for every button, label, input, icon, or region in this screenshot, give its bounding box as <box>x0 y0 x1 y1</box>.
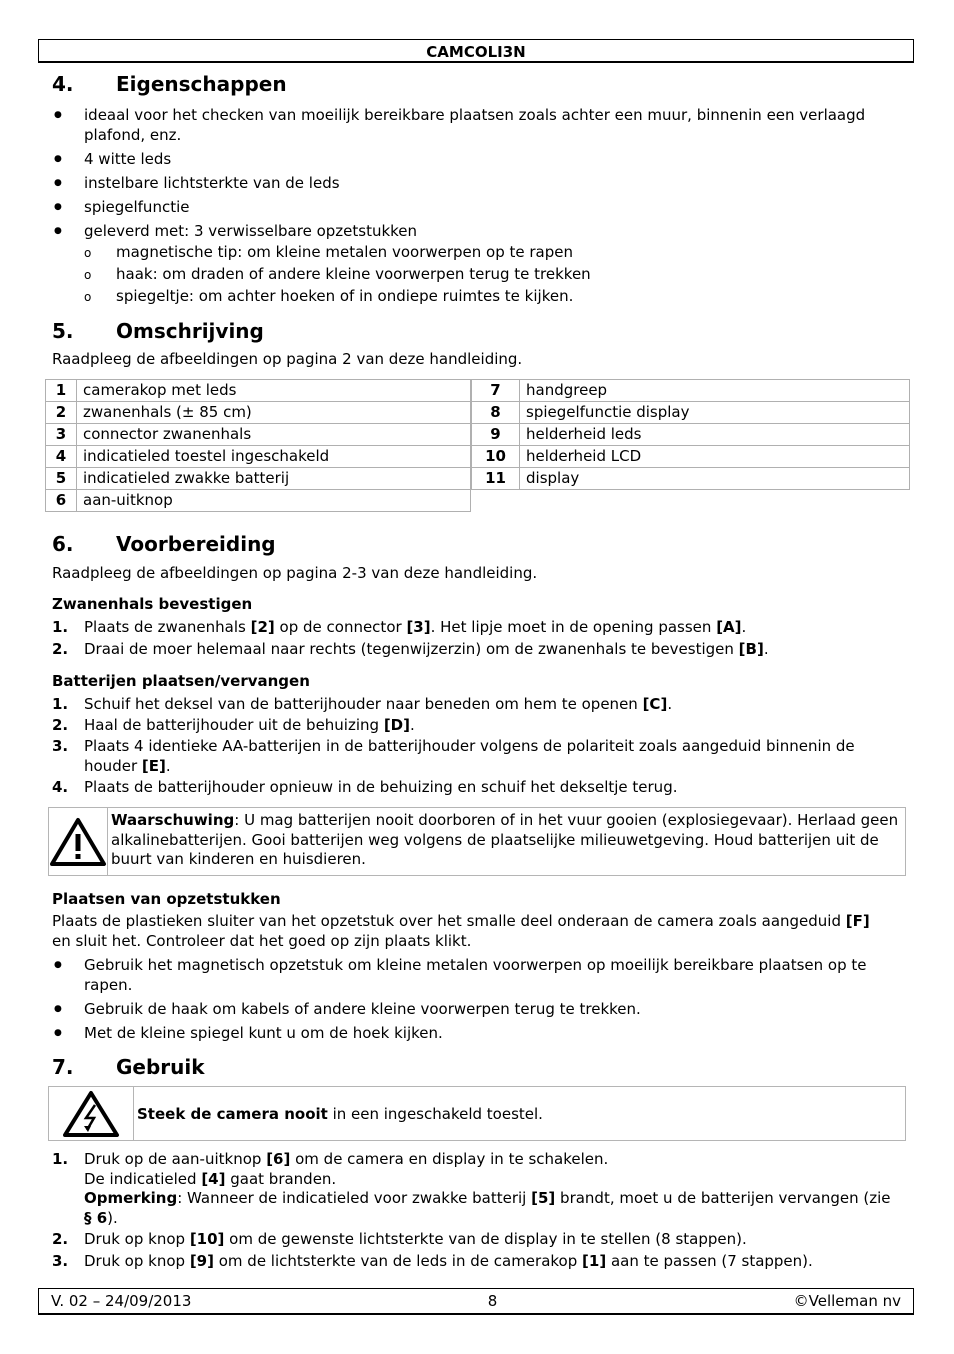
list-item: 1. Plaats de zwanenhals [2] op de connector [3]. Het lipje moet in de opening passen [A]. <box>52 618 747 636</box>
list-item: ● geleverd met: 3 verwisselbare opzetstukken <box>52 221 892 241</box>
table-row: 10 helderheid LCD <box>472 446 910 468</box>
subheading-attachments: Plaatsen van opzetstukken <box>52 890 281 908</box>
table-row: 9 helderheid leds <box>472 424 910 446</box>
sub-list-item: o haak: om draden of andere kleine voorwerpen terug te trekken <box>52 263 892 285</box>
subheading-gooseneck: Zwanenhals bevestigen <box>52 595 253 613</box>
list-item: ● instelbare lichtsterkte van de leds <box>52 173 892 193</box>
sub-list-item: o spiegeltje: om achter hoeken of in ondiepe ruimtes te kijken. <box>52 285 892 307</box>
warning-text: Waarschuwing: U mag batterijen nooit doorboren of in het vuur gooien (explosiegevaar). Herlaad geen alkalinebatterijen. Gooi batterijen weg volgens de plaatselijke milieuwetgeving. Houd batterijen uit de buurt van kinderen en huisdieren. <box>111 811 899 868</box>
list-item: 3. Druk op knop [9] om de lichtsterkte van de leds in de camerakop [1] aan te passen (7 stappen). <box>52 1252 813 1270</box>
usage-steps <box>52 1150 897 1271</box>
battery-warning-box <box>48 807 906 876</box>
table-row: 11 display <box>472 468 910 490</box>
parts-table-right <box>471 379 910 490</box>
list-item: ● ideaal voor het checken van moeilijk bereikbare plaatsen zoals achter een muur, binnenin een verlaagd plafond, enz. <box>52 105 892 145</box>
list-item: ● Met de kleine spiegel kunt u om de hoek kijken. <box>52 1023 897 1043</box>
section-6-intro: Raadpleeg de afbeeldingen op pagina 2-3 van deze handleiding. <box>52 564 538 582</box>
table-row: 2 zwanenhals (± 85 cm) <box>46 402 471 424</box>
section-4-features <box>52 105 892 307</box>
footer-copyright: ©Velleman nv <box>793 1292 901 1310</box>
table-row: 5 indicatieled zwakke batterij <box>46 468 471 490</box>
attachments-list <box>52 955 897 1043</box>
list-item: ● Gebruik de haak om kabels of andere kleine voorwerpen terug te trekken. <box>52 999 897 1019</box>
warning-triangle-icon <box>49 808 108 875</box>
section-7-heading: 7. Gebruik <box>52 1055 205 1079</box>
list-item: 1. Schuif het deksel van de batterijhouder naar beneden om hem te openen [C]. <box>52 695 673 713</box>
list-item: ● Gebruik het magnetisch opzetstuk om kleine metalen voorwerpen op moeilijk bereikbare plaatsen op te rapen. <box>52 955 897 995</box>
table-row: 8 spiegelfunctie display <box>472 402 910 424</box>
list-item: 2. Draai de moer helemaal naar rechts (tegenwijzerzin) om de zwanenhals te bevestigen [B]. <box>52 640 769 658</box>
table-row: 4 indicatieled toestel ingeschakeld <box>46 446 471 468</box>
table-row: 1 camerakop met leds <box>46 380 471 402</box>
electric-warning-text: Steek de camera nooit in een ingeschakeld toestel. <box>137 1104 543 1123</box>
list-item: ● spiegelfunctie <box>52 197 892 217</box>
page-header: CAMCOLI3N <box>38 39 914 63</box>
section-5-heading: 5. Omschrijving <box>52 319 264 343</box>
table-row: 6 aan-uitknop <box>46 490 471 512</box>
list-item: 4. Plaats de batterijhouder opnieuw in de behuizing en schuif het dekseltje terug. <box>52 778 678 796</box>
section-6-heading: 6. Voorbereiding <box>52 532 276 556</box>
attachments-paragraph: Plaats de plastieken sluiter van het opzetstuk over het smalle deel onderaan de camera zoals aangeduid [F] en sluit het. Controleer dat het goed op zijn plaats klikt. <box>52 912 870 950</box>
subheading-batteries: Batterijen plaatsen/vervangen <box>52 672 310 690</box>
list-item: 2. Druk op knop [10] om de gewenste lichtsterkte van de display in te stellen (8 stappen). <box>52 1230 747 1248</box>
section-5-intro: Raadpleeg de afbeeldingen op pagina 2 van deze handleiding. <box>52 350 523 368</box>
list-item: 3. Plaats 4 identieke AA-batterijen in de batterijhouder volgens de polariteit zoals aangeduid binnenin de houder [E]. <box>52 737 855 775</box>
table-row: 3 connector zwanenhals <box>46 424 471 446</box>
battery-steps <box>52 694 897 797</box>
section-4-heading: 4. Eigenschappen <box>52 72 287 96</box>
list-item: 1. Druk op de aan-uitknop [6] om de camera en display in te schakelen. De indicatieled [4] gaat branden. Opmerking: Wanneer de indicatieled voor zwakke batterij [5] brandt, moet u de batterijen vervangen (zie § 6). <box>52 1150 891 1227</box>
parts-table-left <box>45 379 471 512</box>
footer-version: V. 02 – 24/09/2013 <box>51 1292 192 1310</box>
page-footer <box>38 1288 914 1315</box>
list-item: 2. Haal de batterijhouder uit de behuizing [D]. <box>52 716 415 734</box>
gooseneck-steps <box>52 617 912 659</box>
sub-list-item: o magnetische tip: om kleine metalen voorwerpen op te rapen <box>52 241 892 263</box>
list-item: ● 4 witte leds <box>52 149 892 169</box>
table-row: 7 handgreep <box>472 380 910 402</box>
footer-page-number: 8 <box>487 1292 498 1310</box>
electric-warning-box <box>48 1086 906 1141</box>
high-voltage-icon <box>49 1087 134 1140</box>
